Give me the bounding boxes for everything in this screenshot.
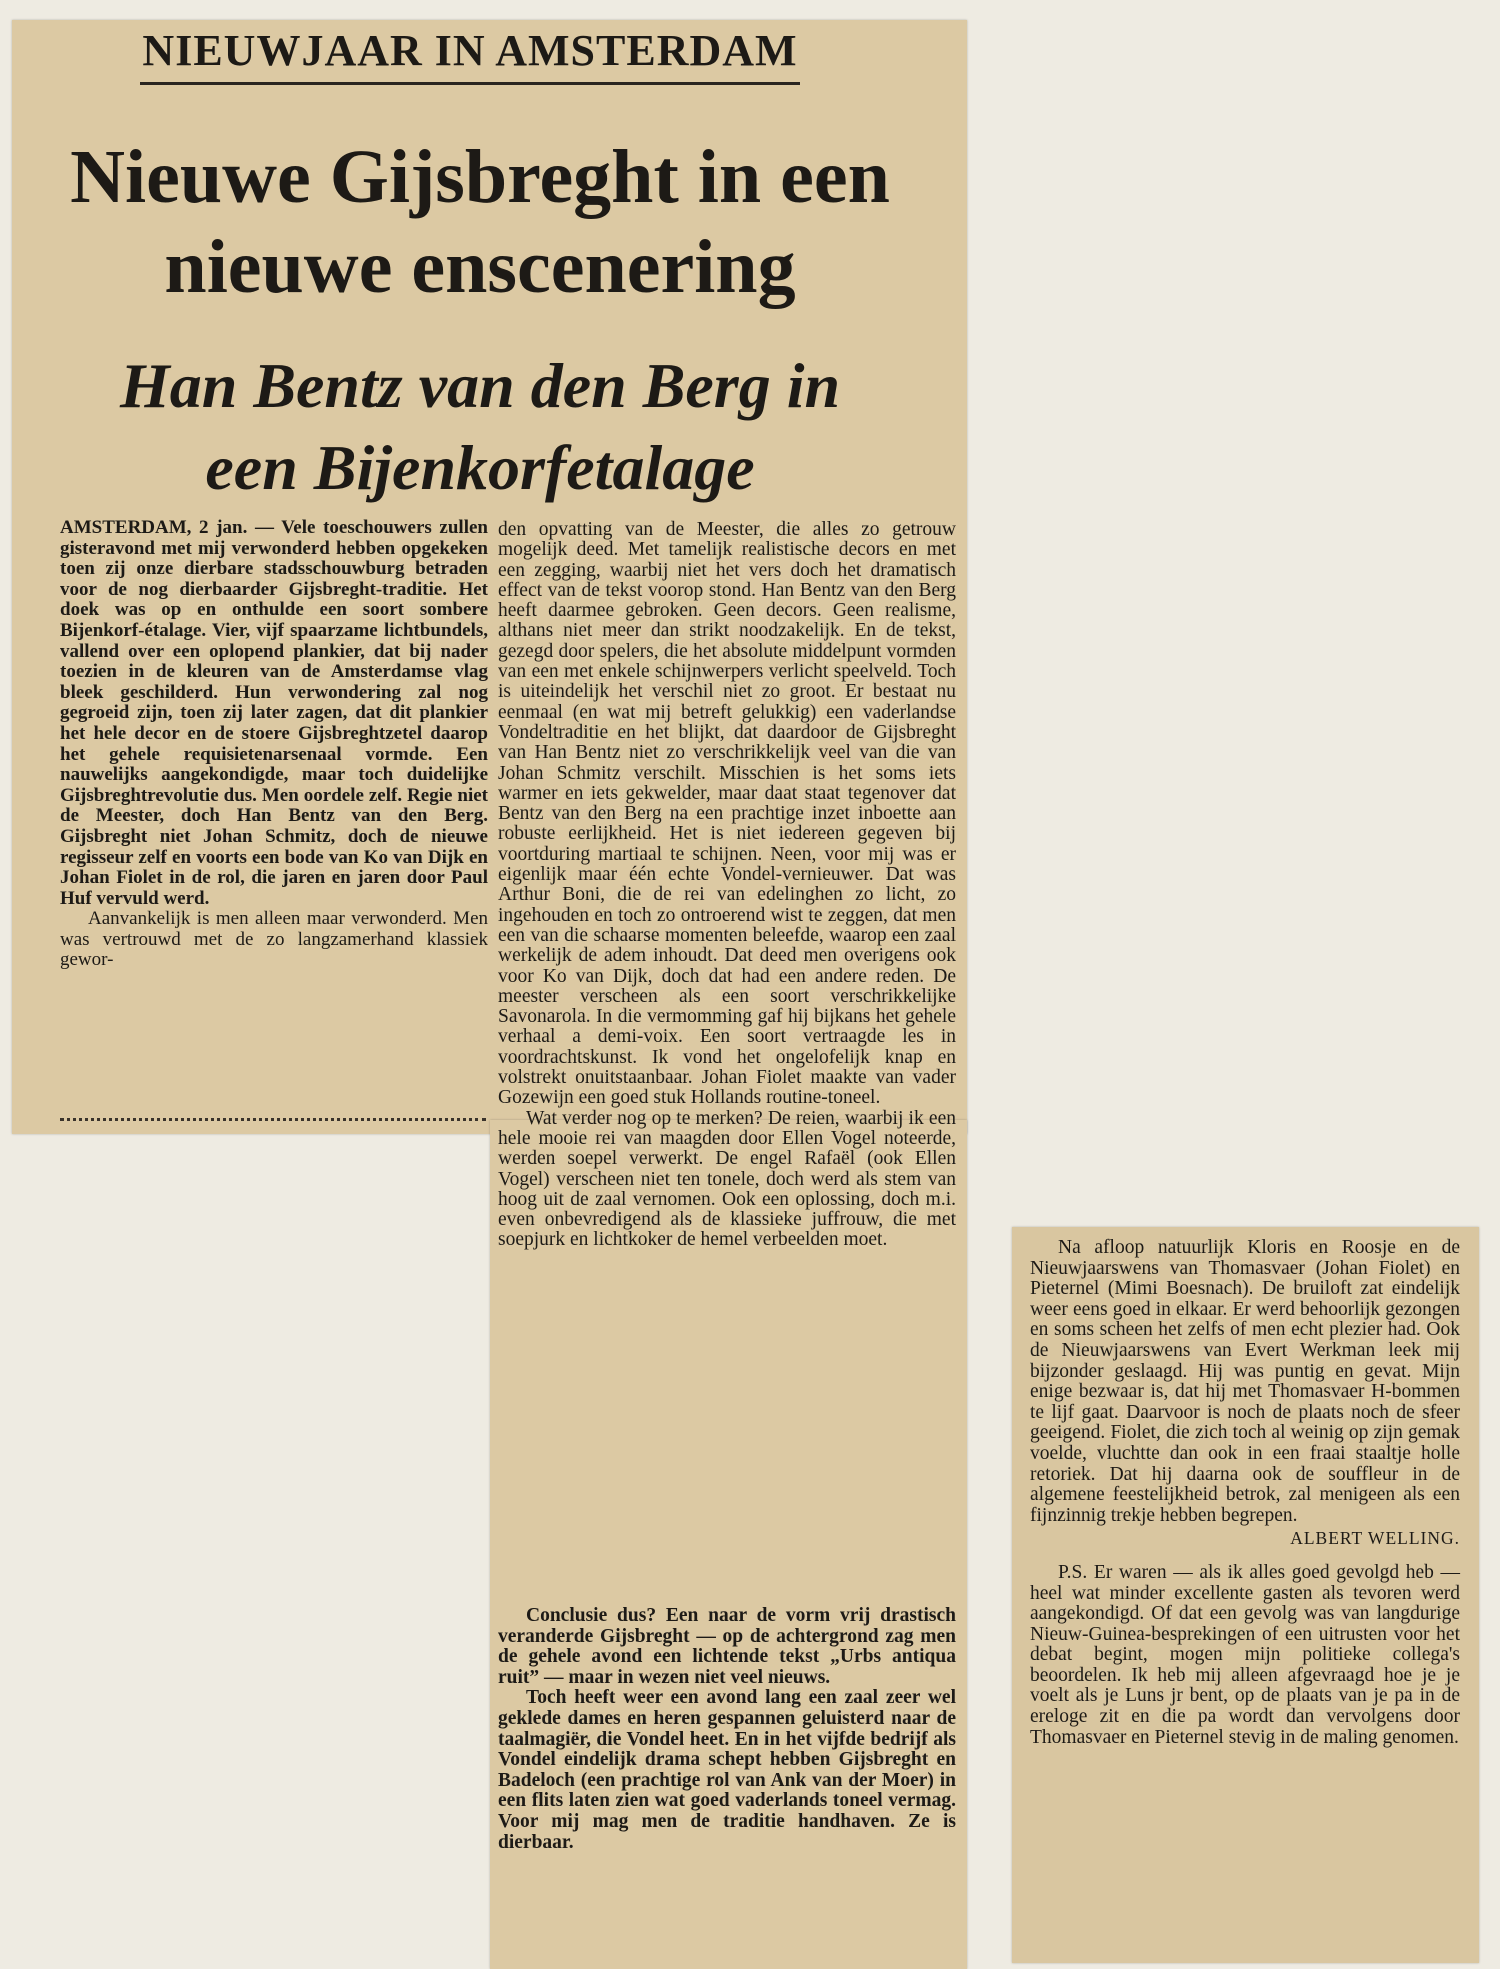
- paragraph: Conclusie dus? Een naar de vorm vrij drastisch veranderde Gijsbreght — op de achtergrond zag men de gehele avond een lichtende tekst „Urbs antiqua ruit” — maar in wezen niet veel nieuws.: [498, 1605, 956, 1688]
- column-divider: [60, 1118, 486, 1121]
- author-signature: ALBERT WELLING.: [1290, 1528, 1460, 1549]
- article-column-4: [1030, 1238, 1460, 1748]
- article-column-2: [498, 520, 956, 1251]
- article-column-1: [60, 518, 488, 971]
- paragraph: Toch heeft weer een avond lang een zaal zeer wel geklede dames en heren gespannen geluisterd naar de taalmagiër, die Vondel heet. En in het vijfde bedrijf als Vondel eindelijk drama schept hebben Gijsbreght en Badeloch (een prachtige rol van Ank van der Moer) in een flits laten zien wat goed vaderlands toneel vermag. Voor mij mag men de traditie handhaven. Ze is dierbaar.: [498, 1687, 956, 1853]
- paragraph: Aanvankelijk is men alleen maar verwonderd. Men was vertrouwd met de zo langzamerhand klassiek gewor-: [60, 908, 488, 971]
- paragraph: den opvatting van de Meester, die alles zo getrouw mogelijk deed. Met tamelijk realistische decors en met een zegging, waarbij niet het vers doch het dramatisch effect van de tekst voorop stond. Han Bentz van den Berg heeft daarmee gebroken. Geen decors. Geen realisme, althans niet meer dan strikt noodzakelijk. En de tekst, gezegd door spelers, die het absolute middelpunt vormden van een met enkele schijnwerpers verlicht speelveld. Toch is uiteindelijk het verschil niet zo groot. Er bestaat nu eenmaal (en wat mij betreft gelukkig) een vaderlandse Vondeltraditie en het blijkt, dat daardoor de Gijsbreght van Han Bentz niet zo verschrikkelijk veel van die van Johan Schmitz verschilt. Misschien is het soms iets warmer en iets gekwelder, maar daat staat tegenover dat Bentz van den Berg na een prachtige inzet inboette aan robuste eerlijkheid. Het is niet iedereen gegeven bij voortduring martiaal te schijnen. Neen, voor mij was er eigenlijk maar één echte Vondel-vernieuwer. Dat was Arthur Boni, die de rei van edelinghen zo licht, zo ingehouden en toch zo ontroerend wist te zeggen, dat men een van die schaarse momenten beleefde, waarop een zaal werkelijk de adem inhoudt. Dat deed men overigens ook voor Ko van Dijk, doch dat had een andere reden. De meester verscheen als een soort verschrikkelijke Savonarola. In die vermomming gaf hij bijkans het gehele verhaal a demi-voix. Een soort vertraagde les in voordrachtskunst. Ik vond het ongelofelijk knap en volstrekt onuitstaanbaar. Johan Fiolet maakte van vader Gozewijn een goed stuk Hollands routine-toneel.: [498, 519, 956, 1109]
- subheadline-line-2: een Bijenkorfetalage: [205, 432, 755, 503]
- kicker-title: NIEUWJAAR IN AMSTERDAM: [140, 20, 800, 85]
- subheadline: [20, 345, 940, 509]
- subheadline-line-1: Han Bentz van den Berg in: [119, 350, 841, 421]
- article-column-3: [498, 1606, 956, 1853]
- postscript: P.S. Er waren — als ik alles goed gevolgd heb — heel wat minder excellente gasten als tevoren werd aangekondigd. Of dat een gevolg was van langdurige Nieuw-Guinea-besprekingen of een uitrusten voor het debat begint, mogen mijn politieke collega's beoordelen. Ik heb mij alleen afgevraagd hoe je je voelt als je Luns jr bent, op de plaats van je pa in de ereloge zit en die pa wordt dan vervolgens door Thomasvaer en Pieternel stevig in de maling genomen.: [1030, 1561, 1460, 1748]
- paragraph: Na afloop natuurlijk Kloris en Roosje en de Nieuwjaarswens van Thomasvaer (Johan Fiolet) en Pieternel (Mimi Boesnach). De bruiloft zat eindelijk weer eens goed in elkaar. Er werd behoorlijk gezongen en soms scheen het zelfs of men echt plezier had. Ook de Nieuwjaarswens van Evert Werkman leek mij bijzonder geslaagd. Hij was puntig en gevat. Mijn enige bezwaar is, dat hij met Thomasvaer H-bommen te lijf gaat. Daarvoor is noch de plaats noch de sfeer geeigend. Fiolet, die zich toch al weinig op zijn gemak voelde, vluchtte dan ook in een fraai staaltje holle retoriek. Dat hij daarna ook de souffleur in de algemene feestelijkheid betrok, zal menigeen als een fijnzinnig trekje hebben begrepen.: [1030, 1237, 1460, 1526]
- paragraph: AMSTERDAM, 2 jan. — Vele toeschouwers zullen gisteravond met mij verwonderd hebben opgekeken toen zij onze dierbare stadsschouwburg betraden voor de nog dierbaarder Gijsbreght-traditie. Het doek was op en onthulde een soort sombere Bijenkorf-étalage. Vier, vijf spaarzame lichtbundels, vallend over een oplopend plankier, dat bij nader toezien in de kleuren van de Amsterdamse vlag bleek geschilderd. Hun verwondering zal nog gegroeid zijn, toen zij later zagen, dat dit plankier het hele decor en de stoere Gijsbreghtzetel daarop het gehele requisietenarsenaal vormde. Een nauwelijks aangekondigde, maar toch duidelijke Gijsbreghtrevolutie dus. Men oordele zelf. Regie niet de Meester, doch Han Bentz van den Berg. Gijsbreght niet Johan Schmitz, doch de nieuwe regisseur zelf en voorts een bode van Ko van Dijk en Johan Fiolet in de rol, die jaren en jaren door Paul Huf vervuld werd.: [60, 517, 488, 909]
- headline-line-2: nieuwe enscenering: [164, 225, 796, 309]
- headline-line-1: Nieuwe Gijsbreght in een: [70, 135, 890, 219]
- paragraph: Wat verder nog op te merken? De reien, waarbij ik een hele mooie rei van maagden door Ellen Vogel noteerde, werden soepel verwerkt. De engel Rafaël (ook Ellen Vogel) verscheen niet ten tonele, doch werd als stem van hoog uit de zaal vernomen. Ook een oplossing, doch m.i. even onbevredigend als de klassieke juffrouw, die met soepjurk en lichtkoker de hemel verbeelden moet.: [498, 1107, 956, 1251]
- headline: [20, 132, 940, 312]
